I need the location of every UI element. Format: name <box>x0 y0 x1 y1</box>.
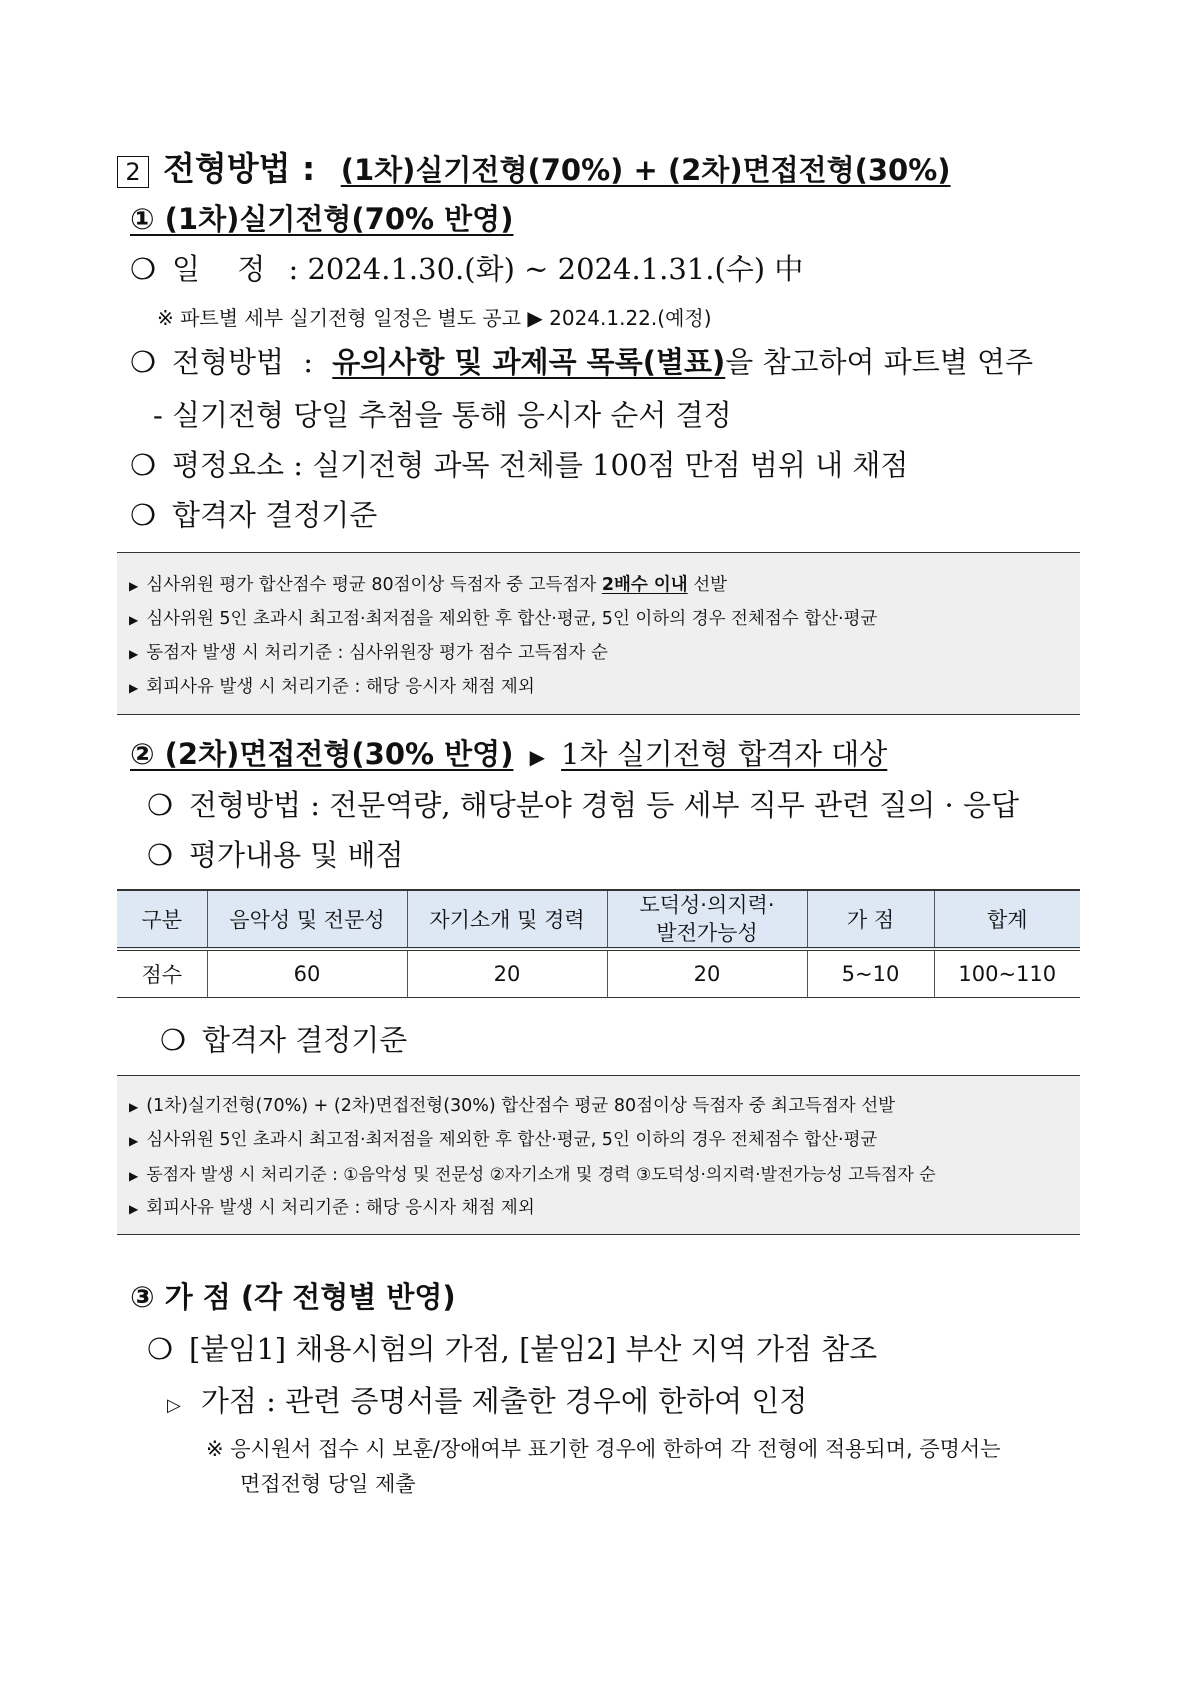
criteria-label: 합격자 결정기준 <box>172 498 378 532</box>
triangle-outline-icon: ▷ <box>167 1395 181 1416</box>
table-cell: 100~110 <box>958 961 1057 986</box>
table-header: 합계 <box>986 908 1028 932</box>
method-value: : 전문역량, 해당분야 경험 등 세부 직무 관련 질의 · 응답 <box>310 788 1019 822</box>
triangle-bullet-icon: ▶ <box>129 1100 139 1114</box>
table-header: 자기소개 및 경력 <box>407 890 607 949</box>
criteria-item <box>129 1126 877 1151</box>
method-link: 유의사항 및 과제곡 목록(별표) <box>332 345 726 379</box>
criteria-item-emphasis: 2배수 이내 <box>601 575 688 595</box>
table-header: 음악성 및 전문성 <box>207 890 407 949</box>
criteria-item-text: 동점자 발생 시 처리기준 : ①음악성 및 전문성 ②자기소개 및 경력 ③도덕성·의지력·발전가능성 고득점자 순 <box>146 1165 936 1185</box>
criteria-item-text: 회피사유 발생 시 처리기준 : 해당 응시자 채점 제외 <box>146 1198 535 1218</box>
part1-schedule <box>130 247 803 288</box>
schedule-label: 일 정 <box>172 252 280 286</box>
table-header-line2: 발전가능성 <box>656 921 758 945</box>
circle-bullet-icon: ❍ <box>130 498 156 532</box>
triangle-bullet-icon: ▶ <box>129 1134 139 1148</box>
part3-note-line1: ※ 응시원서 접수 시 보훈/장애여부 표기한 경우에 한하여 각 전형에 적용되며, 증명서는 <box>206 1437 1001 1461</box>
section-title <box>117 143 951 190</box>
criteria-item-text-end: 선발 <box>687 575 728 595</box>
table-header: 가 점 <box>807 890 934 949</box>
circle-bullet-icon: ❍ <box>147 1332 173 1366</box>
part1-criteria-box <box>117 552 1080 715</box>
section-title-text: 전형방법 : <box>163 149 316 188</box>
method-sub: - 실기전형 당일 추첨을 통해 응시자 순서 결정 <box>153 398 732 432</box>
part2-eval <box>147 833 404 874</box>
table-header-line1: 도덕성·의지력· <box>639 893 775 917</box>
table-cell: 5~10 <box>807 949 934 997</box>
method-label: 전형방법 <box>189 788 302 822</box>
table-cell: 20 <box>407 949 607 997</box>
criteria-item <box>129 1160 936 1185</box>
part2-criteria-box <box>117 1075 1080 1235</box>
criteria-item-text: 심사위원 평가 합산점수 평균 80점이상 득점자 중 고득점자 <box>146 575 602 595</box>
part3-sub-text: 가점 : 관련 증명서를 제출한 경우에 한하여 인정 <box>200 1384 808 1418</box>
part3-sub <box>167 1379 807 1420</box>
part1-eval <box>130 443 908 484</box>
criteria-item <box>129 1194 535 1219</box>
criteria-item <box>129 673 535 698</box>
criteria-item <box>129 571 727 596</box>
table-row <box>117 949 1080 997</box>
criteria-item-text: 심사위원 5인 초과시 최고점·최저점을 제외한 후 합산·평균, 5인 이하의 경우 전체점수 합산·평균 <box>146 1130 878 1150</box>
criteria-item-text: 심사위원 5인 초과시 최고점·최저점을 제외한 후 합산·평균, 5인 이하의 경우 전체점수 합산·평균 <box>146 609 878 629</box>
triangle-bullet-icon: ▶ <box>129 681 139 695</box>
schedule-value: : 2024.1.30.(화) ~ 2024.1.31.(수) 中 <box>288 252 804 286</box>
section-title-sub: (1차)실기전형(70%) + (2차)면접전형(30%) <box>340 153 951 187</box>
circle-bullet-icon: ❍ <box>130 345 156 379</box>
criteria-item <box>129 639 608 664</box>
criteria-item-text: (1차)실기전형(70%) + (2차)면접전형(30%) 합산점수 평균 80점이상 득점자 중 최고득점자 선발 <box>146 1096 896 1116</box>
eval-value: : 실기전형 과목 전체를 100점 만점 범위 내 채점 <box>293 448 909 482</box>
circle-bullet-icon: ❍ <box>130 252 156 286</box>
triangle-bullet-icon: ▶ <box>129 579 139 593</box>
table-cell: 점수 <box>117 949 207 997</box>
schedule-note: ※ 파트별 세부 실기전형 일정은 별도 공고 ▶ 2024.1.22.(예정) <box>157 306 712 330</box>
circle-bullet-icon: ❍ <box>160 1023 186 1057</box>
method-label: 전형방법 <box>172 345 285 379</box>
arrow-right-icon: ▶ <box>529 745 545 769</box>
part2-heading-text: ② (2차)면접전형(30% 반영) <box>130 737 514 771</box>
criteria-label: 합격자 결정기준 <box>202 1023 408 1057</box>
part2-heading-target: 1차 실기전형 합격자 대상 <box>561 737 888 771</box>
table-cell: 20 <box>607 949 807 997</box>
triangle-bullet-icon: ▶ <box>129 1202 139 1216</box>
eval-label: 평가내용 및 배점 <box>189 838 404 872</box>
part2-criteria <box>160 1018 407 1059</box>
circle-bullet-icon: ❍ <box>147 788 173 822</box>
part1-heading: ① (1차)실기전형(70% 반영) <box>130 202 514 236</box>
method-colon: : <box>303 345 314 379</box>
table-header-row <box>117 890 1080 949</box>
part3-item-text: [붙임1] 채용시험의 가점, [붙임2] 부산 지역 가점 참조 <box>189 1332 878 1366</box>
circle-bullet-icon: ❍ <box>130 448 156 482</box>
score-table <box>117 889 1080 998</box>
eval-label: 평정요소 <box>172 448 285 482</box>
criteria-item-text: 회피사유 발생 시 처리기준 : 해당 응시자 채점 제외 <box>146 677 535 697</box>
table-header <box>607 890 807 949</box>
triangle-bullet-icon: ▶ <box>129 647 139 661</box>
criteria-item-text: 동점자 발생 시 처리기준 : 심사위원장 평가 점수 고득점자 순 <box>146 643 608 663</box>
part3-note-line2: 면접전형 당일 제출 <box>240 1472 416 1496</box>
triangle-bullet-icon: ▶ <box>129 1169 139 1183</box>
part2-heading <box>130 732 887 773</box>
part3-heading: ③ 가 점 (각 전형별 반영) <box>130 1280 456 1314</box>
part2-method <box>147 783 1019 824</box>
criteria-item <box>129 605 877 630</box>
table-cell: 60 <box>207 949 407 997</box>
criteria-item <box>129 1092 895 1117</box>
method-rest: 을 참고하여 파트별 연주 <box>725 345 1034 379</box>
part3-item <box>147 1327 877 1368</box>
table-header: 구분 <box>117 890 207 949</box>
part1-method <box>130 340 1033 381</box>
part1-criteria <box>130 493 377 534</box>
section-number-box: 2 <box>117 156 149 188</box>
circle-bullet-icon: ❍ <box>147 838 173 872</box>
triangle-bullet-icon: ▶ <box>129 613 139 627</box>
